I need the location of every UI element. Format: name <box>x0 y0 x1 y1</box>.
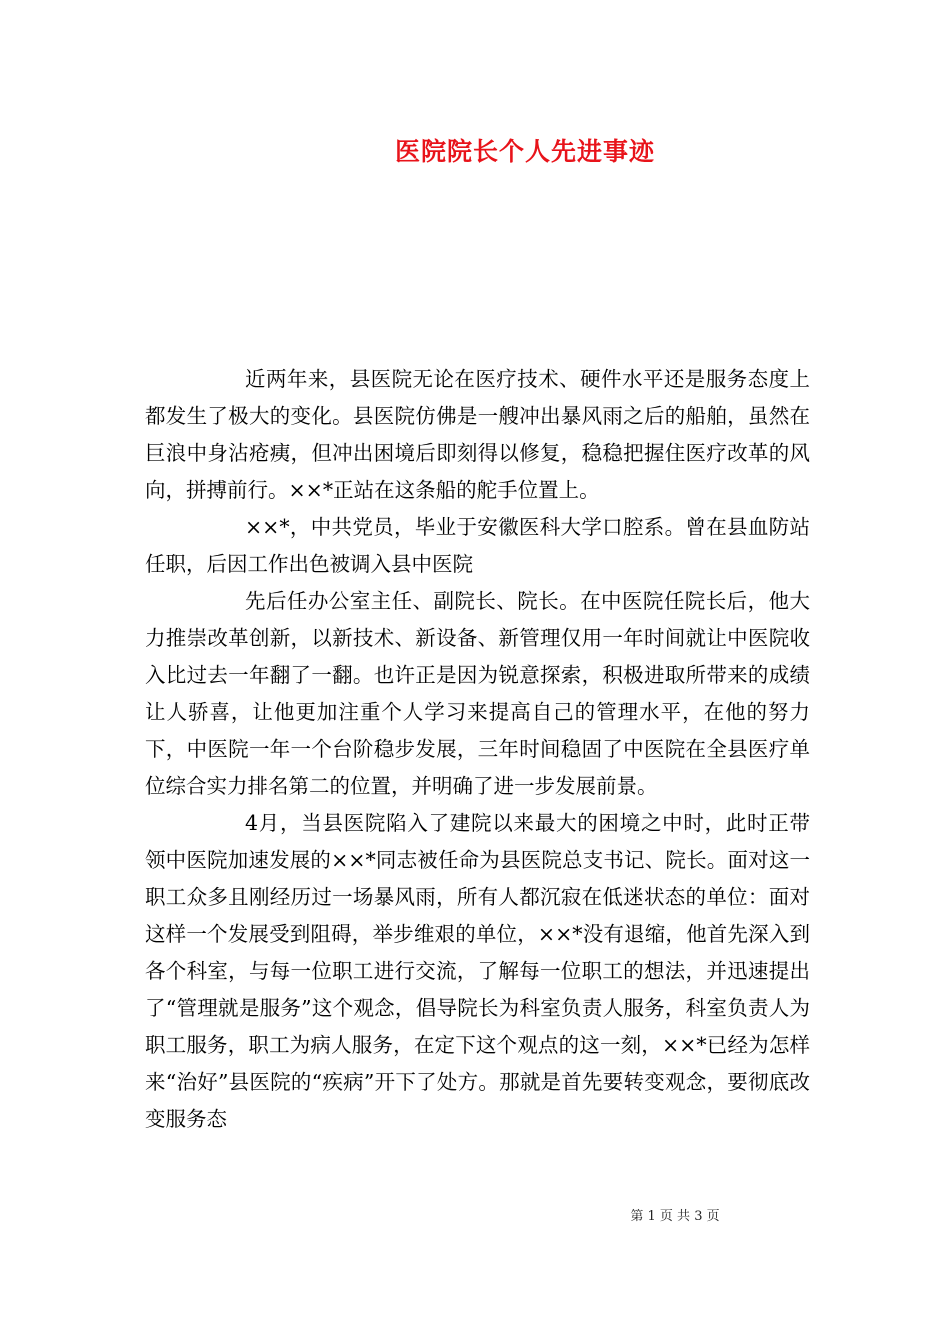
paragraph-1: 近两年来，县医院无论在医疗技术、硬件水平还是服务态度上都发生了极大的变化。县医院仿佛是一艘冲出暴风雨之后的船舶，虽然在巨浪中身沾疮痍，但冲出困境后即刻得以修复，稳稳把握住医疗改革的风向，拼搏前行。××*正站在这条船的舵手位置上。 <box>145 367 810 502</box>
page-title: 医院院长个人先进事迹 <box>394 137 655 166</box>
document-body <box>145 361 810 1138</box>
paragraph-2: ××*，中共党员，毕业于安徽医科大学口腔系。曾在县血防站任职，后因工作出色被调入县中医院 <box>145 515 810 576</box>
paragraph-3: 先后任办公室主任、副院长、院长。在中医院任院长后，他大力推崇改革创新，以新技术、新设备、新管理仅用一年时间就让中医院收入比过去一年翻了一翻。也许正是因为锐意探索，积极进取所带来的成绩让人骄喜，让他更加注重个人学习来提高自己的管理水平，在他的努力下，中医院一年一个台阶稳步发展，三年时间稳固了中医院在全县医疗单位综合实力排名第二的位置，并明确了进一步发展前景。 <box>145 589 810 798</box>
page-footer: 第 1 页 共 3 页 <box>630 1209 720 1224</box>
paragraph-4: 4月，当县医院陷入了建院以来最大的困境之中时，此时正带领中医院加速发展的××*同志被任命为县医院总支书记、院长。面对这一职工众多且刚经历过一场暴风雨，所有人都沉寂在低迷状态的单位：面对这样一个发展受到阻碍，举步维艰的单位，××*没有退缩，他首先深入到各个科室，与每一位职工进行交流，了解每一位职工的想法，并迅速提出了“管理就是服务”这个观念，倡导院长为科室负责人服务，科室负责人为职工服务，职工为病人服务，在定下这个观点的这一刻，××*已经为怎样来“治好”县医院的“疾病”开下了处方。那就是首先要转变观念，要彻底改变服务态 <box>145 811 810 1131</box>
